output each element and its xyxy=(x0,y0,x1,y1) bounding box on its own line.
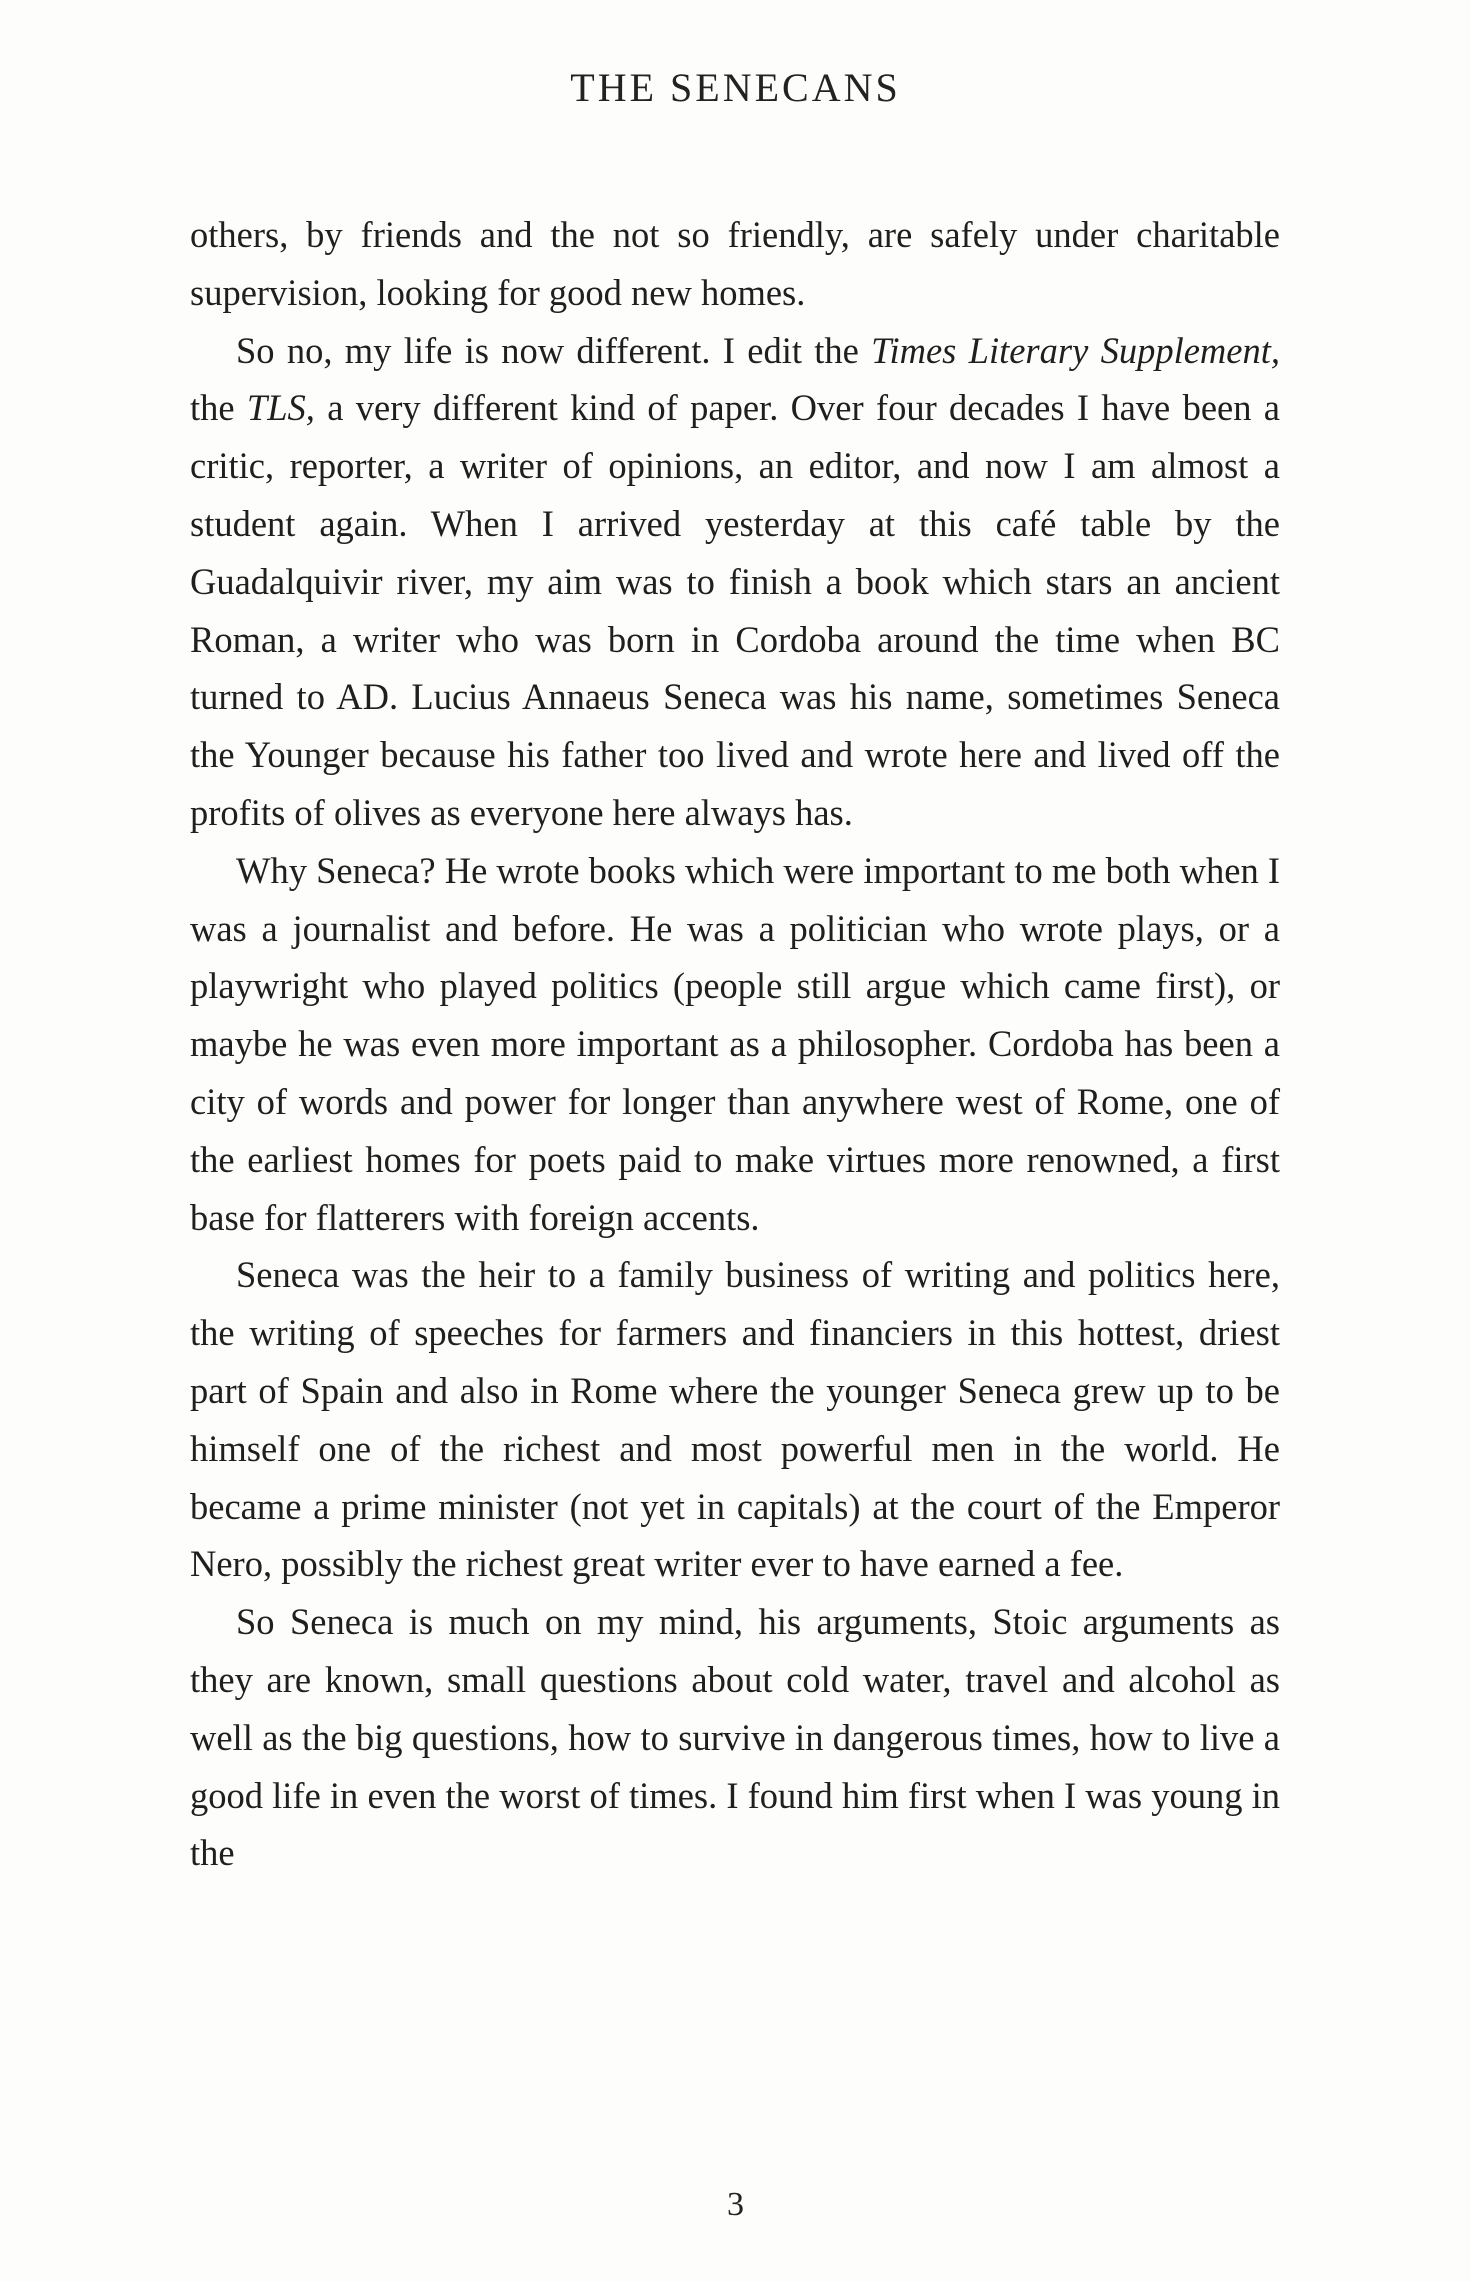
paragraph-life-now-different xyxy=(190,322,1280,842)
page-number: 3 xyxy=(727,2186,744,2223)
paragraph-seneca-on-mind: So Seneca is much on my mind, his arguments, Stoic arguments as they are known, small questions about cold water, travel and alcohol as well as the big questions, how to survive in dangerous times, how to live a good life in even the worst of times. I found him first when I was young in the xyxy=(190,1601,1280,1874)
text-span: a very different kind of paper. Over four decades I have been a critic, reporter, a writer of opinions, an editor, and now I am almost a student again. When I arrived yesterday at this café table by the Guadalquivir river, my aim was to finish a book which stars an ancient Roman, a writer who was born in Cordoba around the time when BC turned to AD. Lucius Annaeus Seneca was his name, sometimes Seneca the Younger because his father too lived and wrote here and lived off the profits of olives as everyone here always has. xyxy=(190,387,1280,833)
italic-title-tls-full: Times Literary Supplement, xyxy=(871,329,1281,371)
text-span: the xyxy=(190,387,247,429)
paragraph-family-business: Seneca was the heir to a family business of writing and politics here, the writing of speeches for farmers and financiers in this hottest, driest part of Spain and also in Rome where the younger Seneca grew up to be himself one of the richest and most powerful men in the world. He became a prime minister (not yet in capitals) at the court of the Emperor Nero, possibly the richest great writer ever to have earned a fee. xyxy=(190,1254,1280,1585)
text-span: So no, my life is now different. I edit the xyxy=(236,329,872,371)
running-head: THE SENECANS xyxy=(570,65,901,110)
italic-title-tls: TLS, xyxy=(246,387,315,429)
body-text xyxy=(190,206,1280,1882)
paragraph-why-seneca: Why Seneca? He wrote books which were important to me both when I was a journalist and before. He was a politician who wrote plays, or a playwright who played politics (people still argue which came first), or maybe he was even more important as a philosopher. Cordoba has been a city of words and power for longer than anywhere west of Rome, one of the earliest homes for poets paid to make virtues more renowned, a first base for flatterers with foreign accents. xyxy=(190,849,1280,1238)
paragraph-continued: others, by friends and the not so friendly, are safely under charitable supervision, looking for good new homes. xyxy=(190,214,1280,313)
